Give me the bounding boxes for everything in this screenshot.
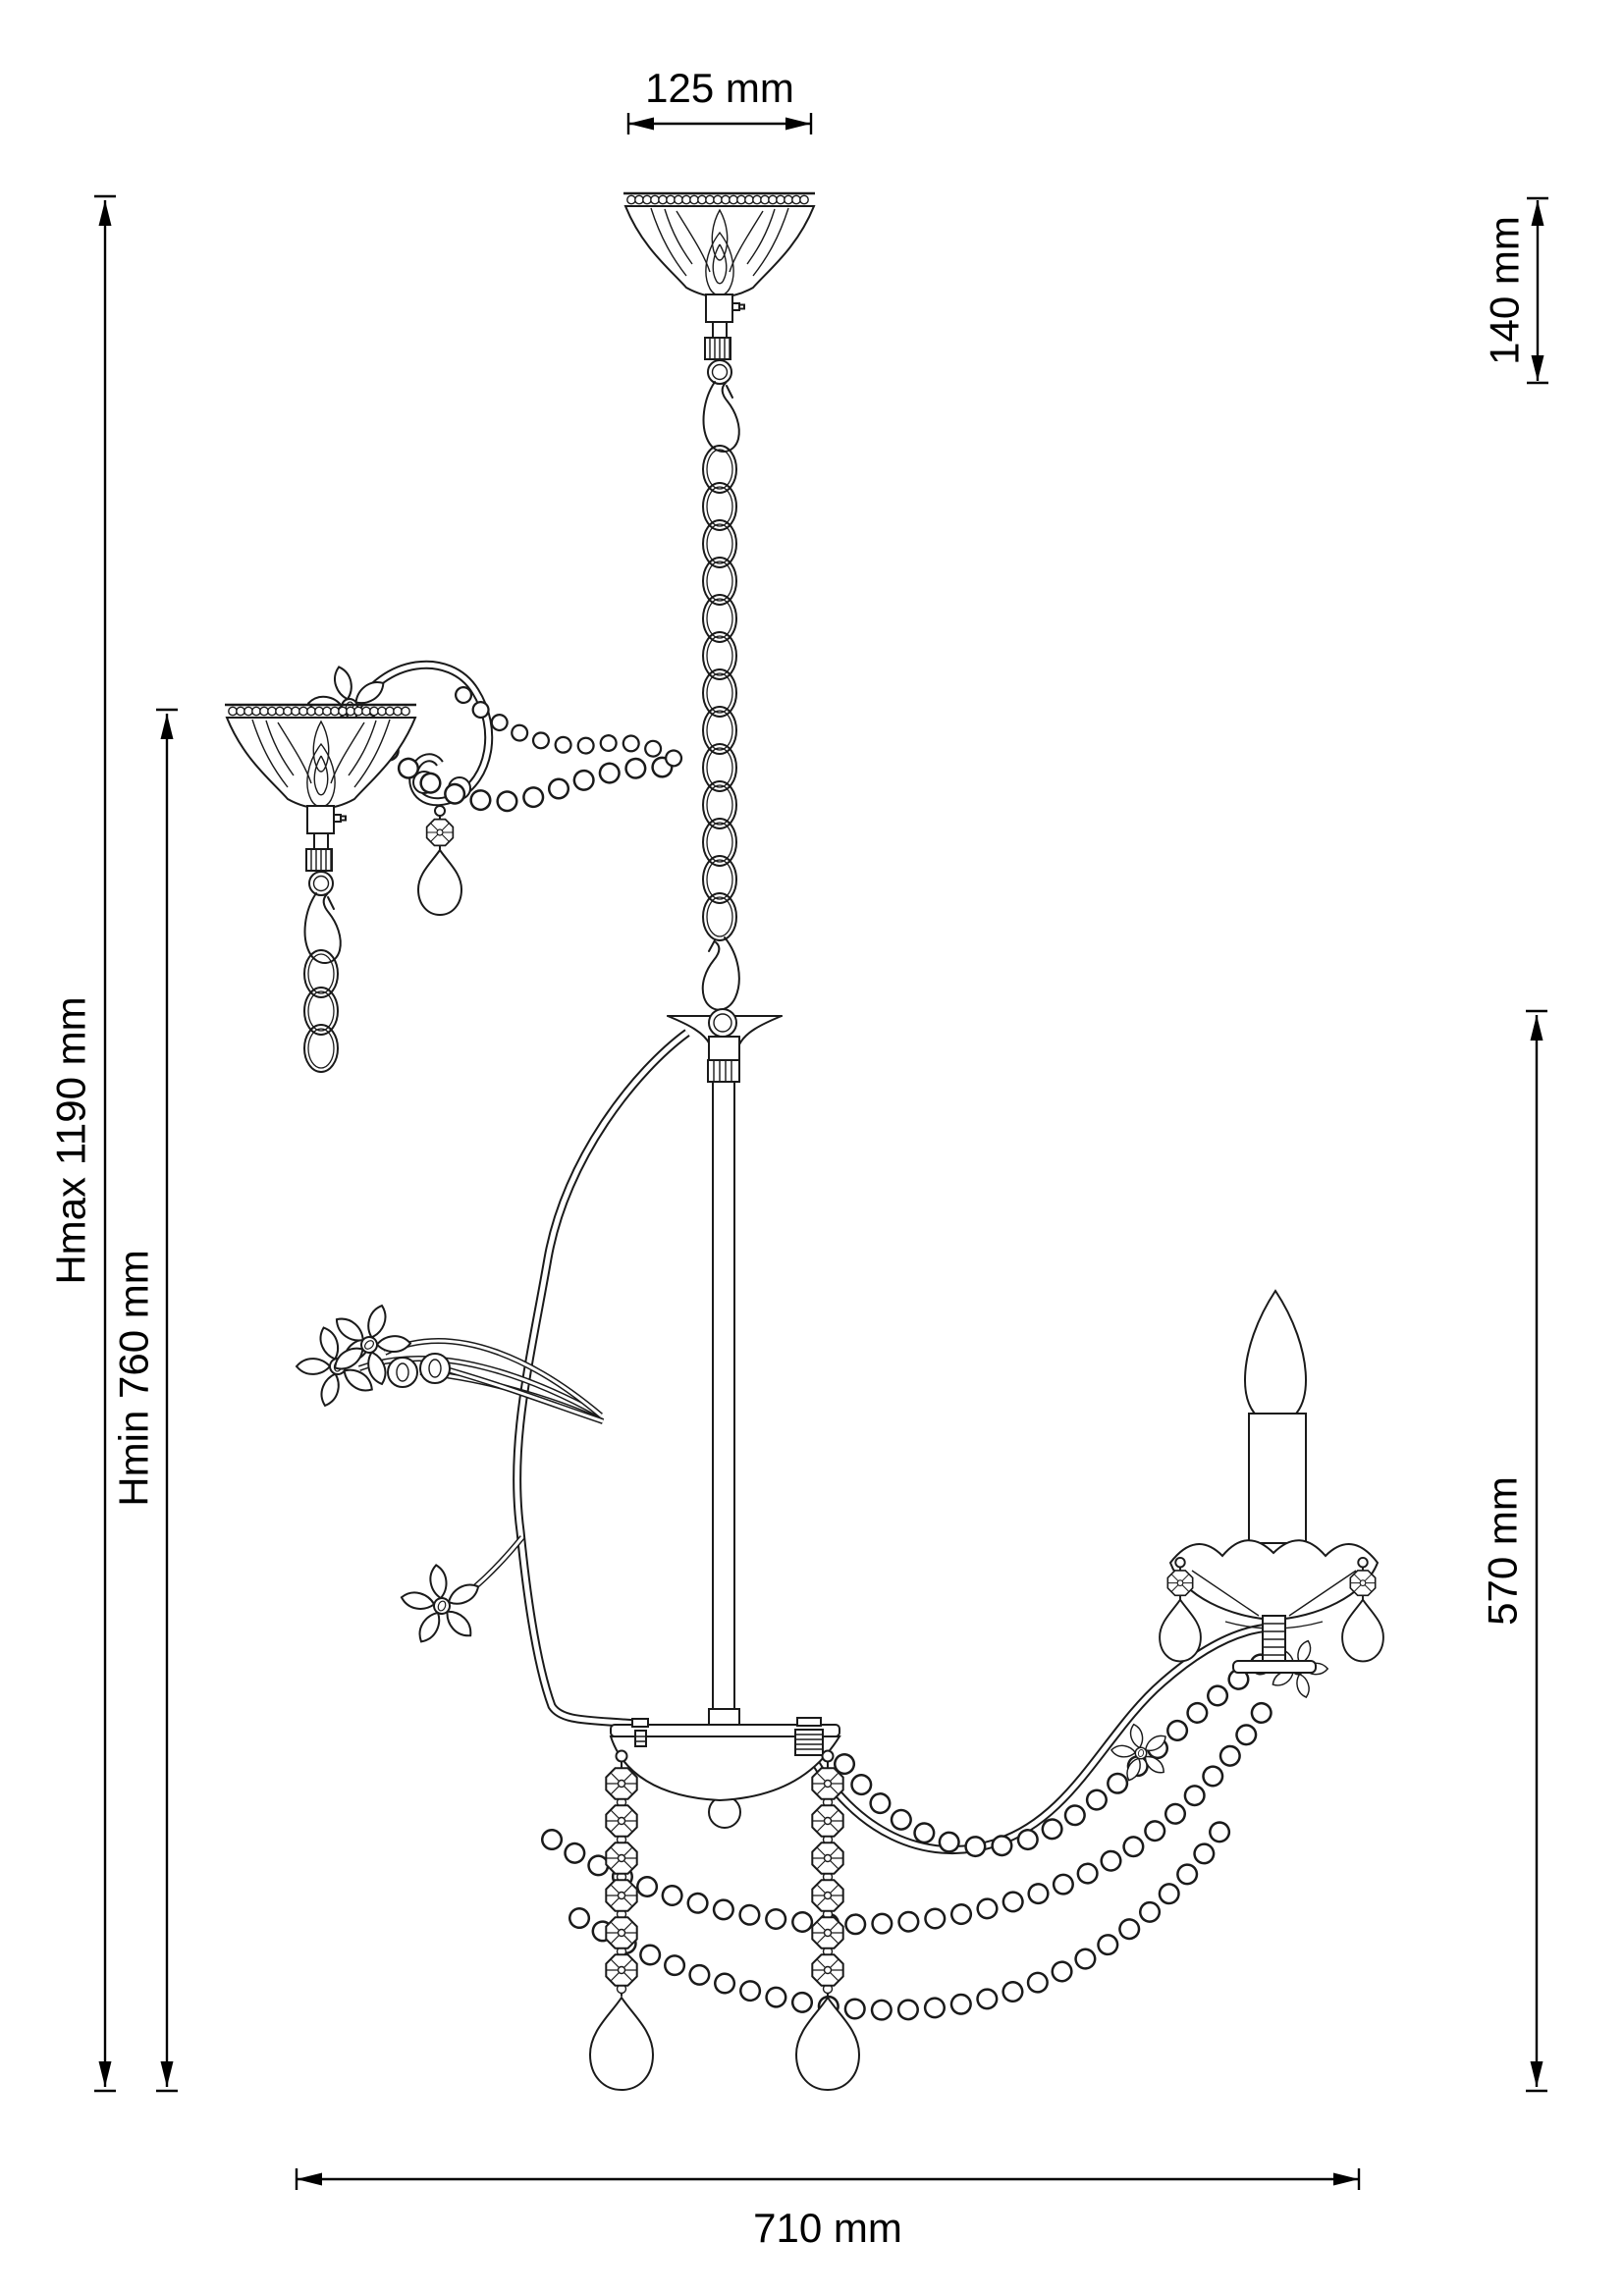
lower-left-flower (395, 1537, 522, 1649)
left-flower-branch (285, 1293, 603, 1421)
bottom-assembly (611, 1718, 839, 1828)
suspension-chain (703, 446, 736, 940)
dimension-canopy-width (628, 65, 811, 134)
fixture-width-label: 710 mm (753, 2205, 902, 2251)
short-canopy-view (225, 705, 416, 1072)
left-scroll-arm (517, 1033, 687, 1724)
light-bulb (709, 1796, 740, 1828)
dimension-hmax (48, 196, 117, 2091)
canopy-width-label: 125 mm (645, 65, 794, 111)
hmax-label: Hmax 1190 mm (47, 996, 94, 1285)
center-column (668, 1009, 782, 1726)
bobeche (1170, 1540, 1378, 1620)
flower-bud (420, 1354, 450, 1383)
dimension-fixture-width (297, 2168, 1359, 2251)
chain-end-hook (703, 937, 739, 1010)
right-candle-arm (811, 1628, 1269, 1850)
ceiling-canopy (623, 193, 815, 452)
flower-bud (388, 1358, 417, 1387)
candle-sleeve (1249, 1414, 1306, 1543)
candle-bulb (1245, 1291, 1306, 1423)
arm-socket (795, 1730, 823, 1755)
candle-assembly (1160, 1291, 1383, 1673)
bead-garlands-right (552, 1663, 1274, 2010)
canopy-assembly-height-label: 140 mm (1481, 216, 1528, 365)
column-collar (709, 1709, 739, 1726)
crystal-strand-left (590, 1751, 653, 2091)
dimension-fixture-height (1480, 1011, 1548, 2091)
dimension-canopy-assembly-height (1482, 198, 1549, 383)
hanger-ring (709, 1009, 736, 1037)
hmin-label: Hmin 760 mm (110, 1250, 157, 1507)
upper-crystal-drop (418, 806, 461, 915)
fixture-height-label: 570 mm (1479, 1476, 1526, 1626)
dimension-hmin (111, 710, 179, 2091)
column-shaft (713, 1082, 734, 1711)
